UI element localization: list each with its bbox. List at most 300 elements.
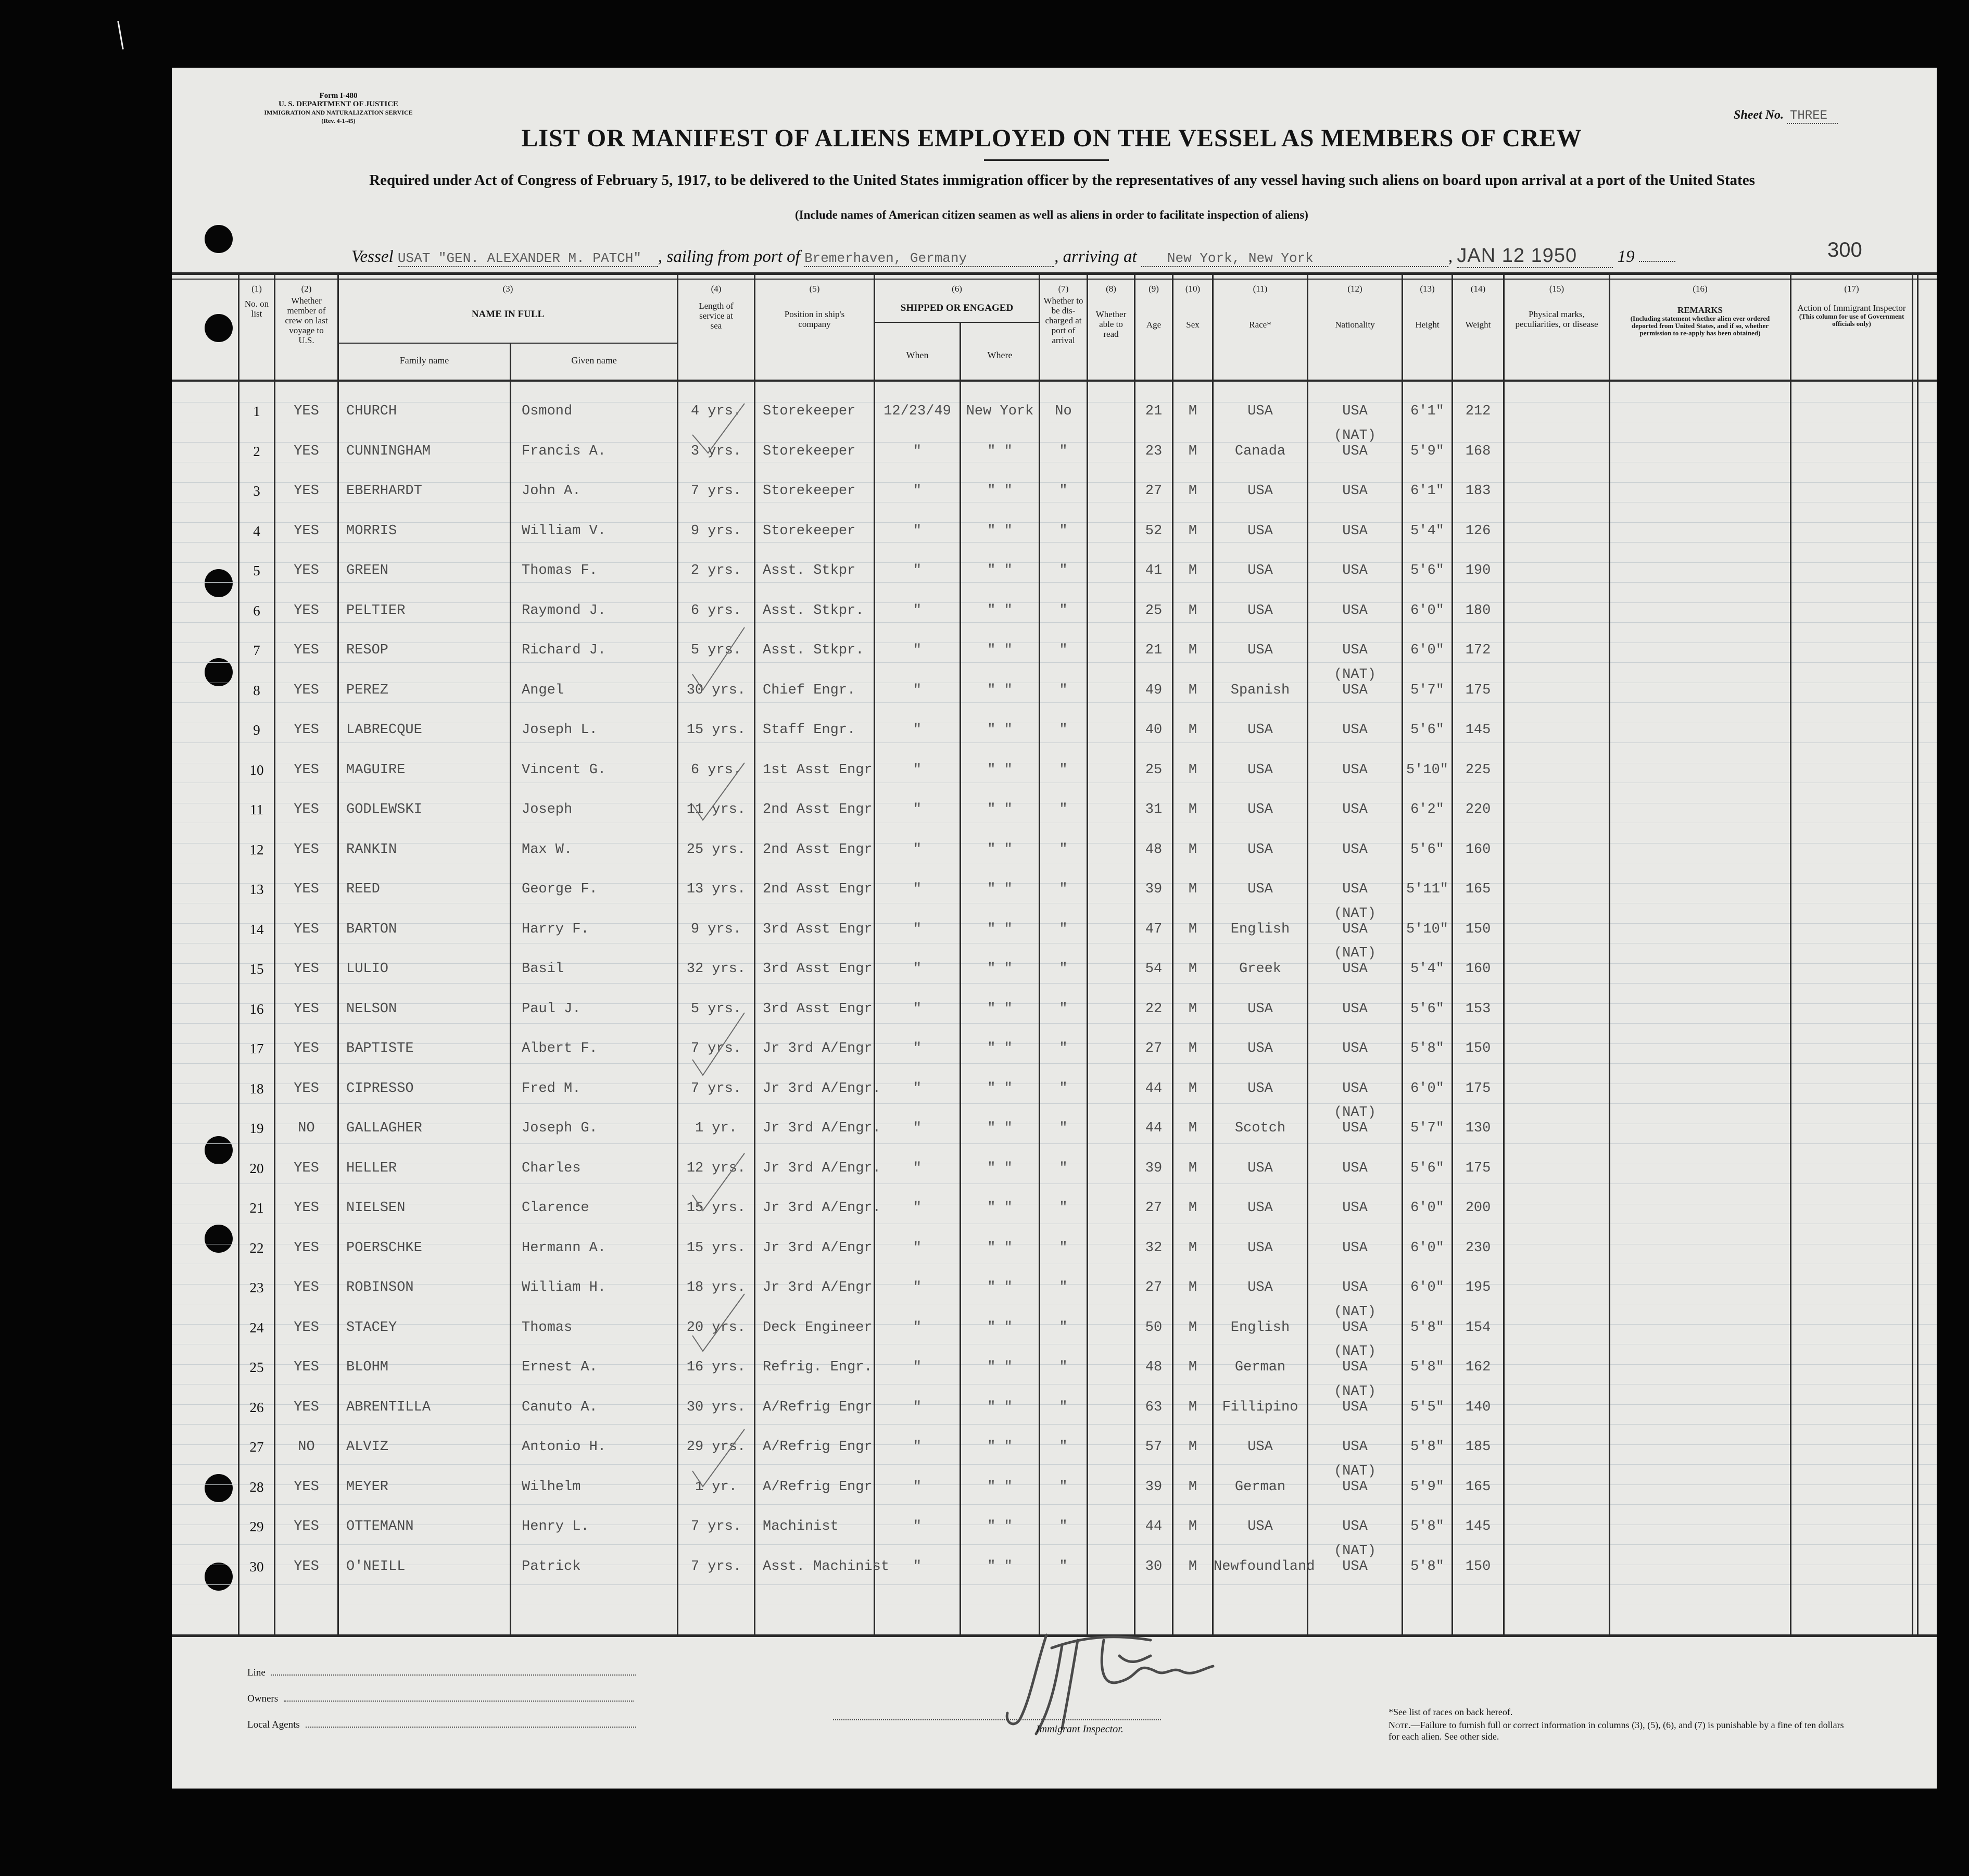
cell-crew: YES: [294, 643, 319, 658]
cell-discharged: ": [1059, 1399, 1068, 1415]
cell-where: " ": [987, 1120, 1013, 1136]
cell-where: " ": [987, 722, 1013, 738]
cell-nationality: USA: [1342, 1280, 1368, 1295]
cell-height: 5'9": [1410, 443, 1444, 459]
cell-service: 7 yrs.: [690, 1080, 742, 1097]
cell-discharged: ": [1059, 802, 1068, 817]
table-row: [172, 1161, 1937, 1181]
cell-race: Spanish: [1230, 682, 1290, 698]
col-16-header: (16) REMARKS (Including statement whether alien ever ordered deported from United States, and if so, whether permission to re-apply has been obtained): [1630, 284, 1770, 337]
cell-when: ": [913, 602, 922, 619]
cell-service: 7 yrs.: [690, 1558, 742, 1575]
cell-family: LULIO: [346, 961, 389, 977]
cell-position: Jr 3rd A/Engr: [763, 1041, 873, 1056]
cell-no: 19: [249, 1120, 264, 1136]
cell-no: 4: [253, 523, 260, 539]
cell-where: " ": [987, 1558, 1013, 1575]
vessel-name: USAT "GEN. ALEXANDER M. PATCH": [398, 250, 658, 267]
cell-where: " ": [987, 1519, 1013, 1534]
table-row: [172, 404, 1937, 424]
cell-race: USA: [1247, 1240, 1273, 1256]
cell-family: RANKIN: [346, 841, 397, 858]
cell-height: 5'8": [1410, 1519, 1444, 1534]
cell-crew: YES: [294, 602, 319, 619]
cell-sex: M: [1188, 1558, 1197, 1575]
cell-position: 2nd Asst Engr: [763, 841, 873, 858]
cell-service: 30 yrs.: [686, 682, 746, 698]
form-number: Form I-480: [319, 92, 358, 100]
cell-position: Storekeeper: [763, 443, 856, 459]
line-field: [247, 1667, 636, 1679]
col-9-header: (9) Age: [1146, 284, 1162, 330]
cell-nat-prefix: (NAT): [1333, 1543, 1376, 1559]
cell-position: Jr 3rd A/Engr.: [763, 1160, 881, 1176]
cell-given: William V.: [522, 523, 607, 539]
sailing-label: , sailing from port of: [658, 247, 800, 266]
cell-crew: YES: [294, 802, 319, 817]
cell-given: George F.: [522, 882, 598, 897]
cell-height: 5'4": [1410, 961, 1444, 977]
cell-given: Ernest A.: [522, 1359, 598, 1375]
cell-when: ": [913, 1200, 922, 1216]
table-row: [172, 722, 1937, 743]
cell-weight: 130: [1465, 1120, 1491, 1136]
vessel-line: Vessel USAT "GEN. ALEXANDER M. PATCH" , sailing from port of Bremerhaven, Germany , arriving at New York, New York , JAN 12 1950 19: [351, 245, 1675, 268]
cell-no: 9: [253, 722, 260, 738]
cell-position: Jr 3rd A/Engr: [763, 1240, 873, 1256]
cell-sex: M: [1188, 483, 1197, 499]
table-row: [172, 1439, 1937, 1460]
cell-nationality: USA: [1342, 921, 1368, 937]
cell-age: 39: [1145, 882, 1163, 897]
cell-when: ": [913, 563, 922, 578]
cell-service: 12 yrs.: [686, 1160, 746, 1176]
cell-service: 7 yrs.: [690, 483, 742, 499]
cell-weight: 140: [1465, 1399, 1491, 1415]
cell-position: 1st Asst Engr: [763, 762, 873, 778]
cell-given: Raymond J.: [522, 602, 607, 619]
cell-sex: M: [1188, 1200, 1197, 1216]
cell-when: ": [913, 1160, 922, 1176]
col-17-header: (17) Action of Immigrant Inspector (This column for use of Government officials only): [1797, 284, 1906, 328]
cell-service: 6 yrs.: [690, 762, 742, 778]
cell-weight: 175: [1465, 1160, 1491, 1176]
cell-discharged: ": [1059, 961, 1068, 977]
crew-table: [172, 272, 1937, 1642]
cell-given: Vincent G.: [522, 762, 607, 778]
cell-height: 5'9": [1410, 1479, 1444, 1495]
cell-sex: M: [1188, 921, 1197, 937]
line-label: Line: [247, 1667, 266, 1678]
cell-where: " ": [987, 921, 1013, 937]
cell-nationality: USA: [1342, 404, 1368, 419]
cell-sex: M: [1188, 1001, 1197, 1017]
table-row: [172, 1463, 1937, 1500]
cell-discharged: ": [1059, 1120, 1068, 1136]
cell-where: " ": [987, 563, 1013, 578]
cell-given: Richard J.: [522, 643, 607, 658]
punch-hole: [205, 225, 233, 253]
year-blank: [1639, 261, 1675, 262]
owners-field: [247, 1693, 634, 1705]
cell-discharged: ": [1059, 602, 1068, 619]
table-row: [172, 1519, 1937, 1540]
cell-sex: M: [1188, 1399, 1197, 1415]
cell-service: 15 yrs.: [686, 1200, 746, 1216]
cell-family: BAPTISTE: [346, 1041, 414, 1056]
cell-age: 44: [1145, 1080, 1163, 1097]
cell-when: ": [913, 802, 922, 817]
table-row: [172, 427, 1937, 464]
cell-nationality: USA: [1342, 882, 1368, 897]
note-text: —Failure to furnish full or correct information in columns (3), (5), (6), and (7) is punishable by a fine of ten dollars for each alien. See other side.: [1389, 1720, 1844, 1742]
cell-where: " ": [987, 1160, 1013, 1176]
arriving-port: New York, New York: [1141, 250, 1448, 267]
cell-given: Patrick: [522, 1558, 581, 1575]
cell-service: 2 yrs.: [690, 563, 742, 578]
cell-where: " ": [987, 1001, 1013, 1017]
cell-service: 6 yrs.: [690, 602, 742, 619]
cell-where: " ": [987, 1080, 1013, 1097]
cell-age: 63: [1145, 1399, 1163, 1415]
cell-when: ": [913, 1519, 922, 1534]
form-id-block: [239, 92, 437, 125]
cell-nationality: USA: [1342, 1319, 1368, 1336]
cell-when: ": [913, 643, 922, 658]
cell-crew: YES: [294, 682, 319, 698]
table-row: [172, 1543, 1937, 1580]
col-7-header: (7) Whether to be dis-charged at port of arrival: [1043, 284, 1083, 345]
cell-height: 6'0": [1410, 1200, 1444, 1216]
cell-when: ": [913, 882, 922, 897]
cell-discharged: ": [1059, 1479, 1068, 1495]
cell-no: 12: [249, 841, 264, 858]
cell-discharged: ": [1059, 1001, 1068, 1017]
cell-crew: YES: [294, 921, 319, 937]
cell-service: 29 yrs.: [686, 1439, 746, 1455]
cell-where: " ": [987, 802, 1013, 817]
cell-height: 6'1": [1410, 404, 1444, 419]
subtitle: Required under Act of Congress of February 5, 1917, to be delivered to the United States immigration officer by the representatives of any vessel having such aliens on board upon arrival at a port of the United States: [369, 172, 1755, 188]
cell-position: Asst. Machinist: [763, 1558, 890, 1575]
cell-nationality: USA: [1342, 1240, 1368, 1256]
cell-nationality: USA: [1342, 1558, 1368, 1575]
cell-given: Thomas: [522, 1319, 573, 1336]
cell-discharged: ": [1059, 1041, 1068, 1056]
cell-height: 6'2": [1410, 802, 1444, 817]
cell-when: ": [913, 1240, 922, 1256]
cell-nationality: USA: [1342, 523, 1368, 539]
cell-family: MEYER: [346, 1479, 389, 1495]
cell-height: 6'0": [1410, 1240, 1444, 1256]
cell-no: 1: [253, 404, 260, 419]
cell-discharged: ": [1059, 1080, 1068, 1097]
cell-age: 47: [1145, 921, 1163, 937]
cell-given: Joseph: [522, 802, 573, 817]
cell-weight: 220: [1465, 802, 1491, 817]
cell-nationality: USA: [1342, 722, 1368, 738]
cell-where: " ": [987, 443, 1013, 459]
cell-height: 5'8": [1410, 1319, 1444, 1336]
cell-given: Antonio H.: [522, 1439, 607, 1455]
cell-age: 22: [1145, 1001, 1163, 1017]
col-3-header: (3) NAME IN FULL: [471, 284, 545, 320]
cell-when: ": [913, 1001, 922, 1017]
table-row: [172, 1105, 1937, 1141]
cell-height: 5'10": [1406, 762, 1448, 778]
cell-crew: YES: [294, 1080, 319, 1097]
cell-no: 17: [249, 1041, 264, 1056]
cell-age: 39: [1145, 1479, 1163, 1495]
cell-sex: M: [1188, 443, 1197, 459]
cell-weight: 230: [1465, 1240, 1491, 1256]
cell-weight: 150: [1465, 921, 1491, 937]
cell-given: Harry F.: [522, 921, 589, 937]
cell-family: BLOHM: [346, 1359, 389, 1375]
penalty-note: [1389, 1719, 1857, 1742]
cell-given: Wilhelm: [522, 1479, 581, 1495]
cell-where: " ": [987, 961, 1013, 977]
cell-family: MAGUIRE: [346, 762, 406, 778]
cell-weight: 195: [1465, 1280, 1491, 1295]
col-14-header: (14) Weight: [1465, 284, 1491, 330]
cell-race: USA: [1247, 643, 1273, 658]
cell-height: 5'4": [1410, 523, 1444, 539]
cell-where: " ": [987, 1439, 1013, 1455]
cell-race: USA: [1247, 1041, 1273, 1056]
cell-crew: YES: [294, 1240, 319, 1256]
cell-service: 3 yrs.: [690, 443, 742, 459]
cell-height: 5'7": [1410, 682, 1444, 698]
given-name-header: Given name: [571, 355, 617, 366]
arriving-label: , arriving at: [1054, 247, 1137, 266]
cell-age: 30: [1145, 1558, 1163, 1575]
cell-position: Chief Engr.: [763, 682, 856, 698]
cell-position: 2nd Asst Engr: [763, 802, 873, 817]
cell-sex: M: [1188, 563, 1197, 578]
cell-sex: M: [1188, 602, 1197, 619]
cell-race: USA: [1247, 602, 1273, 619]
cell-given: Angel: [522, 682, 564, 698]
date-stamp: JAN 12 1950: [1457, 245, 1613, 268]
cell-race: German: [1234, 1359, 1286, 1375]
cell-discharged: ": [1059, 1558, 1068, 1575]
cell-race: USA: [1247, 882, 1273, 897]
cell-race: USA: [1247, 722, 1273, 738]
cell-race: Scotch: [1234, 1120, 1286, 1136]
cell-no: 16: [249, 1001, 264, 1017]
cell-given: John A.: [522, 483, 581, 499]
cell-when: ": [913, 682, 922, 698]
cell-discharged: ": [1059, 1280, 1068, 1295]
table-row: [172, 1041, 1937, 1062]
cell-age: 41: [1145, 563, 1163, 578]
cell-service: 7 yrs.: [690, 1519, 742, 1534]
cell-age: 32: [1145, 1240, 1163, 1256]
cell-sex: M: [1188, 1080, 1197, 1097]
cell-when: ": [913, 1319, 922, 1336]
cell-sex: M: [1188, 882, 1197, 897]
cell-family: LABRECQUE: [346, 722, 422, 738]
cell-position: Storekeeper: [763, 483, 856, 499]
cell-discharged: ": [1059, 443, 1068, 459]
cell-sex: M: [1188, 1359, 1197, 1375]
cell-no: 27: [249, 1439, 264, 1455]
cell-discharged: ": [1059, 841, 1068, 858]
cell-nat-prefix: (NAT): [1333, 1383, 1376, 1400]
cell-service: 13 yrs.: [686, 882, 746, 897]
table-row: [172, 1383, 1937, 1420]
cell-height: 5'10": [1406, 921, 1448, 937]
col-15-header: (15) Physical marks, peculiarities, or disease: [1515, 284, 1598, 329]
service-checkmarks: [687, 383, 750, 1632]
cell-crew: YES: [294, 1280, 319, 1295]
cell-nationality: USA: [1342, 643, 1368, 658]
cell-when: ": [913, 1399, 922, 1415]
cell-race: USA: [1247, 762, 1273, 778]
cell-race: Newfoundland: [1214, 1558, 1315, 1575]
table-row: [172, 523, 1937, 544]
cell-nationality: USA: [1342, 1160, 1368, 1176]
cell-no: 6: [253, 602, 260, 619]
cell-position: Storekeeper: [763, 523, 856, 539]
cell-height: 5'6": [1410, 563, 1444, 578]
cell-service: 20 yrs.: [686, 1319, 746, 1336]
cell-when: ": [913, 961, 922, 977]
when-header: When: [906, 350, 929, 360]
cell-crew: YES: [294, 1399, 319, 1415]
cell-where: " ": [987, 682, 1013, 698]
cell-age: 50: [1145, 1319, 1163, 1336]
sheet-number: [1734, 108, 1838, 123]
cell-family: STACEY: [346, 1319, 397, 1336]
cell-no: 8: [253, 682, 260, 698]
cell-no: 3: [253, 483, 260, 499]
cell-nationality: USA: [1342, 1399, 1368, 1415]
cell-no: 22: [249, 1240, 264, 1256]
service-name: IMMIGRATION AND NATURALIZATION SERVICE: [264, 109, 413, 116]
cell-position: Staff Engr.: [763, 722, 856, 738]
cell-where: " ": [987, 1041, 1013, 1056]
cell-age: 54: [1145, 961, 1163, 977]
cell-where: " ": [987, 1240, 1013, 1256]
cell-service: 1 yr.: [695, 1120, 737, 1136]
cell-service: 18 yrs.: [686, 1280, 746, 1295]
cell-race: USA: [1247, 1080, 1273, 1097]
cell-discharged: ": [1059, 563, 1068, 578]
cell-weight: 183: [1465, 483, 1491, 499]
cell-sex: M: [1188, 682, 1197, 698]
form-revision: (Rev. 4-1-45): [321, 117, 356, 124]
cell-crew: YES: [294, 1558, 319, 1575]
cell-weight: 168: [1465, 443, 1491, 459]
cell-height: 5'7": [1410, 1120, 1444, 1136]
col-2-header: (2) Whether member of crew on last voyage to U.S.: [285, 284, 328, 345]
cell-crew: YES: [294, 483, 319, 499]
cell-nationality: USA: [1342, 563, 1368, 578]
cell-nationality: USA: [1342, 1479, 1368, 1495]
cell-race: Canada: [1234, 443, 1286, 459]
cell-given: William H.: [522, 1280, 607, 1295]
cell-nationality: USA: [1342, 1519, 1368, 1534]
cell-family: O'NEILL: [346, 1558, 406, 1575]
cell-weight: 126: [1465, 523, 1491, 539]
cell-given: Max W.: [522, 841, 573, 858]
cell-nationality: USA: [1342, 762, 1368, 778]
department: U. S. DEPARTMENT OF JUSTICE: [278, 100, 399, 108]
cell-nationality: USA: [1342, 802, 1368, 817]
cell-weight: 160: [1465, 841, 1491, 858]
cell-weight: 185: [1465, 1439, 1491, 1455]
cell-race: USA: [1247, 404, 1273, 419]
cell-position: Asst. Stkpr: [763, 563, 856, 578]
cell-height: 5'6": [1410, 841, 1444, 858]
cell-age: 27: [1145, 1280, 1163, 1295]
cell-position: Storekeeper: [763, 404, 856, 419]
cell-height: 6'0": [1410, 643, 1444, 658]
cell-given: Fred M.: [522, 1080, 581, 1097]
cell-weight: 160: [1465, 961, 1491, 977]
cell-age: 40: [1145, 722, 1163, 738]
cell-service: 9 yrs.: [690, 921, 742, 937]
cell-position: 3rd Asst Engr: [763, 961, 873, 977]
cell-position: A/Refrig Engr: [763, 1439, 873, 1455]
cell-crew: YES: [294, 1519, 319, 1534]
cell-crew: YES: [294, 1200, 319, 1216]
table-row: [172, 842, 1937, 863]
cell-weight: 175: [1465, 1080, 1491, 1097]
cell-where: " ": [987, 762, 1013, 778]
cell-sex: M: [1188, 1519, 1197, 1534]
cell-where: " ": [987, 523, 1013, 539]
table-row: [172, 483, 1937, 504]
table-row: [172, 1280, 1937, 1301]
owners-blank: [284, 1701, 634, 1702]
cell-no: 10: [249, 762, 264, 778]
cell-position: Asst. Stkpr.: [763, 643, 864, 658]
cell-crew: NO: [298, 1120, 315, 1136]
cell-discharged: ": [1059, 1319, 1068, 1336]
cell-age: 57: [1145, 1439, 1163, 1455]
cell-crew: YES: [294, 762, 319, 778]
cell-no: 28: [249, 1479, 264, 1495]
cell-no: 26: [249, 1399, 264, 1415]
cell-where: " ": [987, 1399, 1013, 1415]
cell-no: 5: [253, 563, 260, 578]
table-row: [172, 603, 1937, 624]
cell-crew: YES: [294, 404, 319, 419]
cell-no: 30: [249, 1558, 264, 1575]
cell-nationality: USA: [1342, 443, 1368, 459]
cell-nationality: USA: [1342, 1359, 1368, 1375]
cell-sex: M: [1188, 1319, 1197, 1336]
cell-where: New York: [966, 404, 1034, 419]
cell-service: 15 yrs.: [686, 1240, 746, 1256]
cell-height: 5'8": [1410, 1359, 1444, 1375]
cell-when: ": [913, 1479, 922, 1495]
cell-service: 15 yrs.: [686, 722, 746, 738]
cell-weight: 153: [1465, 1001, 1491, 1017]
page-stamp: 300: [1827, 238, 1862, 261]
cell-given: Francis A.: [522, 443, 607, 459]
cell-given: Canuto A.: [522, 1399, 598, 1415]
cell-family: NELSON: [346, 1001, 397, 1017]
col-6-header: (6) SHIPPED OR ENGAGED: [900, 284, 1014, 313]
cell-nationality: USA: [1342, 841, 1368, 858]
cell-sex: M: [1188, 1439, 1197, 1455]
cell-age: 27: [1145, 1041, 1163, 1056]
cell-weight: 190: [1465, 563, 1491, 578]
